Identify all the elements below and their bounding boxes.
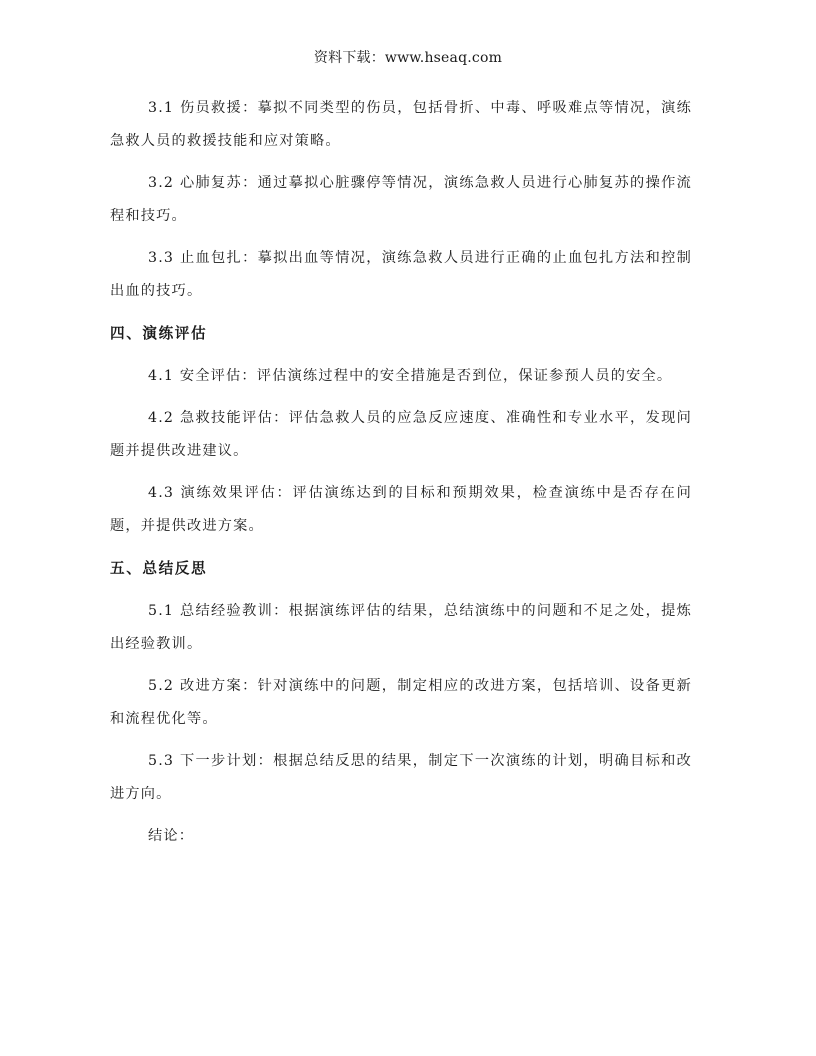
paragraph-3-1: 3.1 伤员救援：摹拟不同类型的伤员，包括骨折、中毒、呼吸难点等情况，演练急救人员的救援技能和应对策略。 bbox=[110, 100, 692, 149]
paragraph-3-2: 3.2 心肺复苏：通过摹拟心脏骤停等情况，演练急救人员进行心肺复苏的操作流程和技巧。 bbox=[110, 175, 692, 224]
paragraph-3-3: 3.3 止血包扎：摹拟出血等情况，演练急救人员进行正确的止血包扎方法和控制出血的技巧。 bbox=[110, 250, 692, 299]
paragraph-5-3: 5.3 下一步计划：根据总结反思的结果，制定下一次演练的计划，明确目标和改进方向。 bbox=[110, 753, 692, 802]
paragraph-4-1: 4.1 安全评估：评估演练过程中的安全措施是否到位，保证参预人员的安全。 bbox=[148, 368, 673, 384]
paragraph-5-2: 5.2 改进方案：针对演练中的问题，制定相应的改进方案，包括培训、设备更新和流程优化等。 bbox=[110, 678, 692, 727]
document-body bbox=[110, 92, 692, 862]
paragraph-4-3: 4.3 演练效果评估：评估演练达到的目标和预期效果，检查演练中是否存在问题，并提供改进方案。 bbox=[110, 485, 692, 534]
page-header: 资料下载：www.hseaq.com bbox=[313, 50, 503, 66]
section-heading-4: 四、演练评估 bbox=[110, 325, 208, 342]
paragraph-conclusion: 结论： bbox=[148, 828, 195, 844]
paragraph-4-2: 4.2 急救技能评估：评估急救人员的应急反应速度、准确性和专业水平，发现问题并提供改进建议。 bbox=[110, 410, 692, 459]
paragraph-5-1: 5.1 总结经验教训：根据演练评估的结果，总结演练中的问题和不足之处，提炼出经验教训。 bbox=[110, 603, 692, 652]
section-heading-5: 五、总结反思 bbox=[110, 560, 208, 577]
